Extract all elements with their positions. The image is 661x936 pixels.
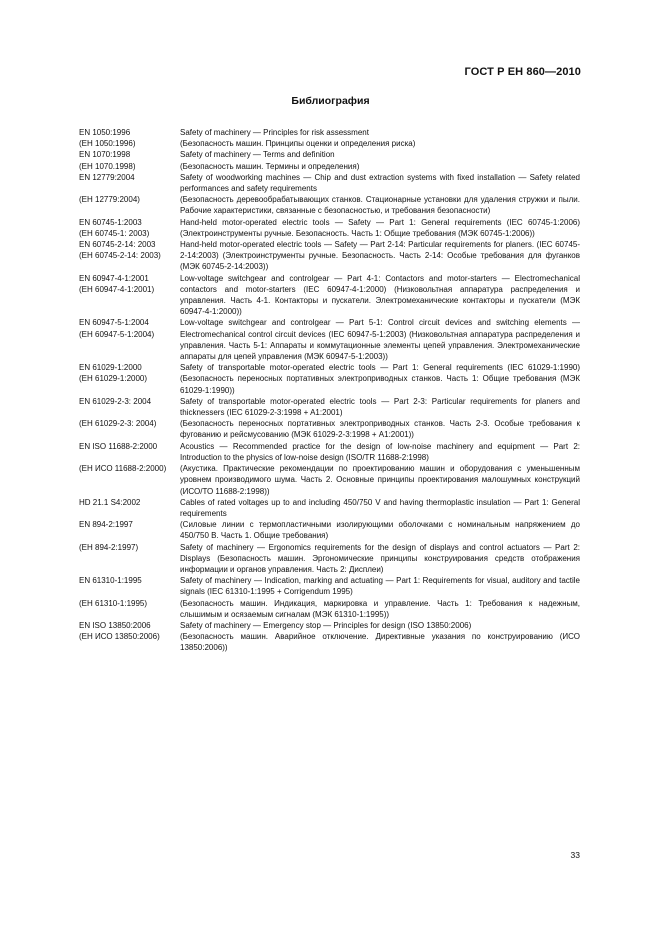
entry-title: [180, 273, 580, 318]
standard-title: Cables of rated voltages up to and including 450/750 V and having thermoplastic insulation — Part 1: General requirements: [180, 497, 580, 518]
bibliography-entry: [79, 441, 580, 463]
bibliography-entry: [79, 542, 580, 576]
bibliography-entry: [79, 273, 580, 318]
standard-title: Safety of woodworking machines — Chip and dust extraction systems with fixed installation — Safety related performances and safety requirements: [180, 172, 580, 194]
entry-codes: [79, 575, 180, 586]
entry-title: [180, 239, 580, 273]
standard-designation: EN 60745-2-14: 2003: [79, 240, 156, 250]
standard-designation: EN 61029-2-3: 2004: [79, 396, 152, 406]
entry-codes: [79, 138, 180, 149]
entry-codes: [79, 317, 180, 339]
entry-title: [180, 396, 580, 418]
standard-title: (Безопасность машин. Индикация, маркировка и управление. Часть 1: Требования к надежным, слышимым и осязаемым сигналам (МЭК 61310-1:1995)): [180, 598, 580, 619]
standard-designation: EN 61029-1:2000: [79, 363, 142, 373]
entry-codes: [79, 631, 180, 642]
bibliography-entry: [79, 418, 580, 440]
entry-codes: [79, 127, 180, 138]
bibliography-entry: [79, 631, 580, 653]
entry-codes: [79, 542, 180, 553]
bibliography-entry: [79, 497, 580, 519]
standard-designation: EN 1070:1998: [79, 150, 131, 160]
entry-codes: [79, 362, 180, 384]
standard-title: (Безопасность переносных портативных электроприводных станков. Часть 2-3. Особые требования к фугованию и рейсмусованию (МЭК 61029-2-3:1998 + A1:2001)): [180, 419, 580, 440]
standard-designation: (EH 61029-1:2000): [79, 374, 148, 384]
standard-designation: (EH 1070.1998): [79, 161, 136, 171]
standard-designation: EN 12779:2004: [79, 172, 135, 182]
entry-title: [180, 418, 580, 440]
entry-title: [180, 217, 580, 239]
bibliography-entry: [79, 463, 580, 497]
entry-codes: [79, 598, 180, 609]
entry-codes: [79, 497, 180, 508]
standard-title: Low-voltage switchgear and controlgear — Part 5-1: Control circuit devices and switching elements — Electromechanical control circuit devices (IEC 60947-5-1:2003) (Низковольтная аппаратура распределения и управления. Часть 5-1: Аппараты и коммутационные элементы цепей управления. Электромеханические аппараты для цепей управления (МЭК 60947-5-1:2003)): [180, 318, 580, 362]
entry-title: [180, 631, 580, 653]
standard-designation: EN 1050:1996: [79, 128, 131, 137]
bibliography-list: [79, 127, 580, 654]
entry-codes: [79, 194, 180, 205]
standard-title: (Безопасность деревообрабатывающих станков. Стационарные установки для удаления стружки и пыли. Рабочие характеристики, связанные с безопасностью, и требования безопасности): [180, 195, 580, 216]
entry-title: [180, 441, 580, 463]
bibliography-entry: [79, 575, 580, 597]
bibliography-entry: [79, 598, 580, 620]
bibliography-entry: [79, 620, 580, 631]
standard-title: (Безопасность машин. Термины и определения): [180, 161, 360, 171]
entry-codes: [79, 463, 180, 474]
entry-title: [180, 194, 580, 216]
standard-designation: (EH 61029-2-3: 2004): [79, 419, 157, 429]
standard-designation: EN 60947-5-1:2004: [79, 318, 149, 328]
entry-codes: [79, 239, 180, 261]
standard-designation: (EH 61310-1:1995): [79, 598, 148, 608]
standard-designation: (EH ИСО 13850:2006): [79, 632, 160, 642]
standard-title: Safety of machinery — Emergency stop — Principles for design (ISO 13850:2006): [180, 620, 472, 630]
entry-codes: [79, 273, 180, 295]
standard-title: Safety of transportable motor-operated electric tools — Part 1: General requirements (IEC 61029-1:1990) (Безопасность переносных портативных электроприводных станков. Часть 1: Общие требования (МЭК 61029-1:1990)): [180, 363, 580, 395]
standard-title: (Безопасность машин. Аварийное отключение. Директивные указания по конструированию (ИСО 13850:2006)): [180, 632, 580, 653]
bibliography-title: Библиография: [291, 95, 370, 107]
entry-title: [180, 620, 580, 631]
bibliography-entry: [79, 194, 580, 216]
standard-designation: (EH 60947-4-1:2001): [79, 284, 155, 294]
entry-title: [180, 161, 580, 172]
standard-designation: (EH 60745-2-14: 2003): [79, 251, 161, 261]
bibliography-entry: [79, 149, 580, 160]
bibliography-entry: [79, 217, 580, 239]
bibliography-entry: [79, 519, 580, 541]
standard-title: Hand-held motor-operated electric tools — Safety — Part 1: General requirements (IEC 60745-1:2006) (Электроинструменты ручные. Безопасность. Часть 1: Общие требования (МЭК 60745-1:2006)): [180, 217, 580, 238]
standard-title: (Силовые линии с термопластичными изолирующими оболочками с номинальным напряжением до 450/750 В. Часть 1. Общие требования): [180, 520, 580, 541]
entry-title: [180, 149, 580, 160]
standard-designation: EN 60947-4-1:2001: [79, 273, 149, 283]
entry-title: [180, 317, 580, 362]
bibliography-entry: [79, 127, 580, 138]
standard-designation: (EH ИСО 11688-2:2000): [79, 464, 167, 474]
bibliography-entry: [79, 161, 580, 172]
standard-title: (Безопасность машин. Принципы оценки и определения риска): [180, 139, 416, 149]
standard-code: ГОСТ Р ЕН 860—2010: [464, 66, 581, 78]
standard-designation: EN 894-2:1997: [79, 520, 133, 530]
standard-title: Safety of machinery — Ergonomics requirements for the design of displays and control actuators — Part 2: Displays (Безопасность машин. Эргономические принципы конструирования средств отображения информации и органов управления. Часть 2: Дисплеи): [180, 542, 580, 574]
standard-title: Safety of machinery — Indication, marking and actuating — Part 1: Requirements for visual, auditory and tactile signals (IEC 61310-1:1995 + Corrigendum 1995): [180, 576, 580, 597]
entry-title: [180, 172, 580, 194]
standard-title: Safety of machinery — Terms and definition: [180, 150, 335, 160]
entry-title: [180, 598, 580, 620]
standard-designation: EN ISO 13850:2006: [79, 620, 151, 630]
entry-title: [180, 138, 580, 149]
entry-title: [180, 519, 580, 541]
entry-codes: [79, 519, 180, 530]
entry-codes: [79, 217, 180, 239]
bibliography-entry: [79, 396, 580, 418]
entry-codes: [79, 620, 180, 631]
standard-designation: (EH 60947-5-1:2004): [79, 329, 155, 339]
entry-codes: [79, 418, 180, 429]
entry-title: [180, 127, 580, 138]
standard-designation: EN 60745-1:2003: [79, 217, 142, 227]
standard-title: Acoustics — Recommended practice for the design of low-noise machinery and equipment — Part 2: Introduction to the physics of low-noise design (ISO/TR 11688-2:1998): [180, 441, 580, 462]
standard-designation: EN ISO 11688-2:2000: [79, 441, 158, 451]
standard-designation: HD 21.1 S4:2002: [79, 497, 141, 507]
entry-title: [180, 362, 580, 396]
standard-designation: (EH 894-2:1997): [79, 542, 139, 552]
entry-codes: [79, 161, 180, 172]
standard-designation: (EH 60745-1: 2003): [79, 228, 150, 238]
entry-title: [180, 575, 580, 597]
standard-title: Low-voltage switchgear and controlgear — Part 4-1: Contactors and motor-starters — Electromechanical contactors and motor-starters (IEC 60947-4-1:2000) (Низковольтная аппаратура распределения и управления. Часть 4-1. Контакторы и пускатели. Электромеханические контакторы и пускатели (МЭК 60947-4-1:2000)): [180, 273, 580, 317]
entry-codes: [79, 396, 180, 407]
standard-title: Safety of transportable motor-operated electric tools — Part 2-3: Particular requirements for planers and thicknessers (IEC 61029-2-3:1998 + A1:2001): [180, 396, 580, 418]
bibliography-entry: [79, 362, 580, 396]
standard-designation: EN 61310-1:1995: [79, 576, 142, 586]
entry-title: [180, 497, 580, 519]
entry-codes: [79, 172, 180, 183]
bibliography-entry: [79, 317, 580, 362]
entry-title: [180, 542, 580, 576]
standard-designation: (EH 12779:2004): [79, 195, 140, 205]
entry-codes: [79, 149, 180, 160]
standard-designation: (EH 1050:1996): [79, 139, 136, 149]
page-number: 33: [570, 850, 580, 860]
standard-title: (Акустика. Практические рекомендации по проектированию машин и оборудования с уменьшенным уровнем производимого шума. Часть 2. Основные принципы проектирования малошумных конструкций (ИСО/ТО 11688-2:1998)): [180, 464, 580, 496]
entry-title: [180, 463, 580, 497]
standard-title: Hand-held motor-operated electric tools — Safety — Part 2-14: Particular requirements for planers. (IEC 60745-2-14:2003) (Электроинструменты ручные. Безопасность. Часть 2-14: Особые требования для фуганков (МЭК 60745-2-14:2003)): [180, 240, 580, 272]
bibliography-entry: [79, 172, 580, 194]
bibliography-entry: [79, 138, 580, 149]
standard-title: Safety of machinery — Principles for risk assessment: [180, 128, 369, 137]
bibliography-entry: [79, 239, 580, 273]
entry-codes: [79, 441, 180, 452]
